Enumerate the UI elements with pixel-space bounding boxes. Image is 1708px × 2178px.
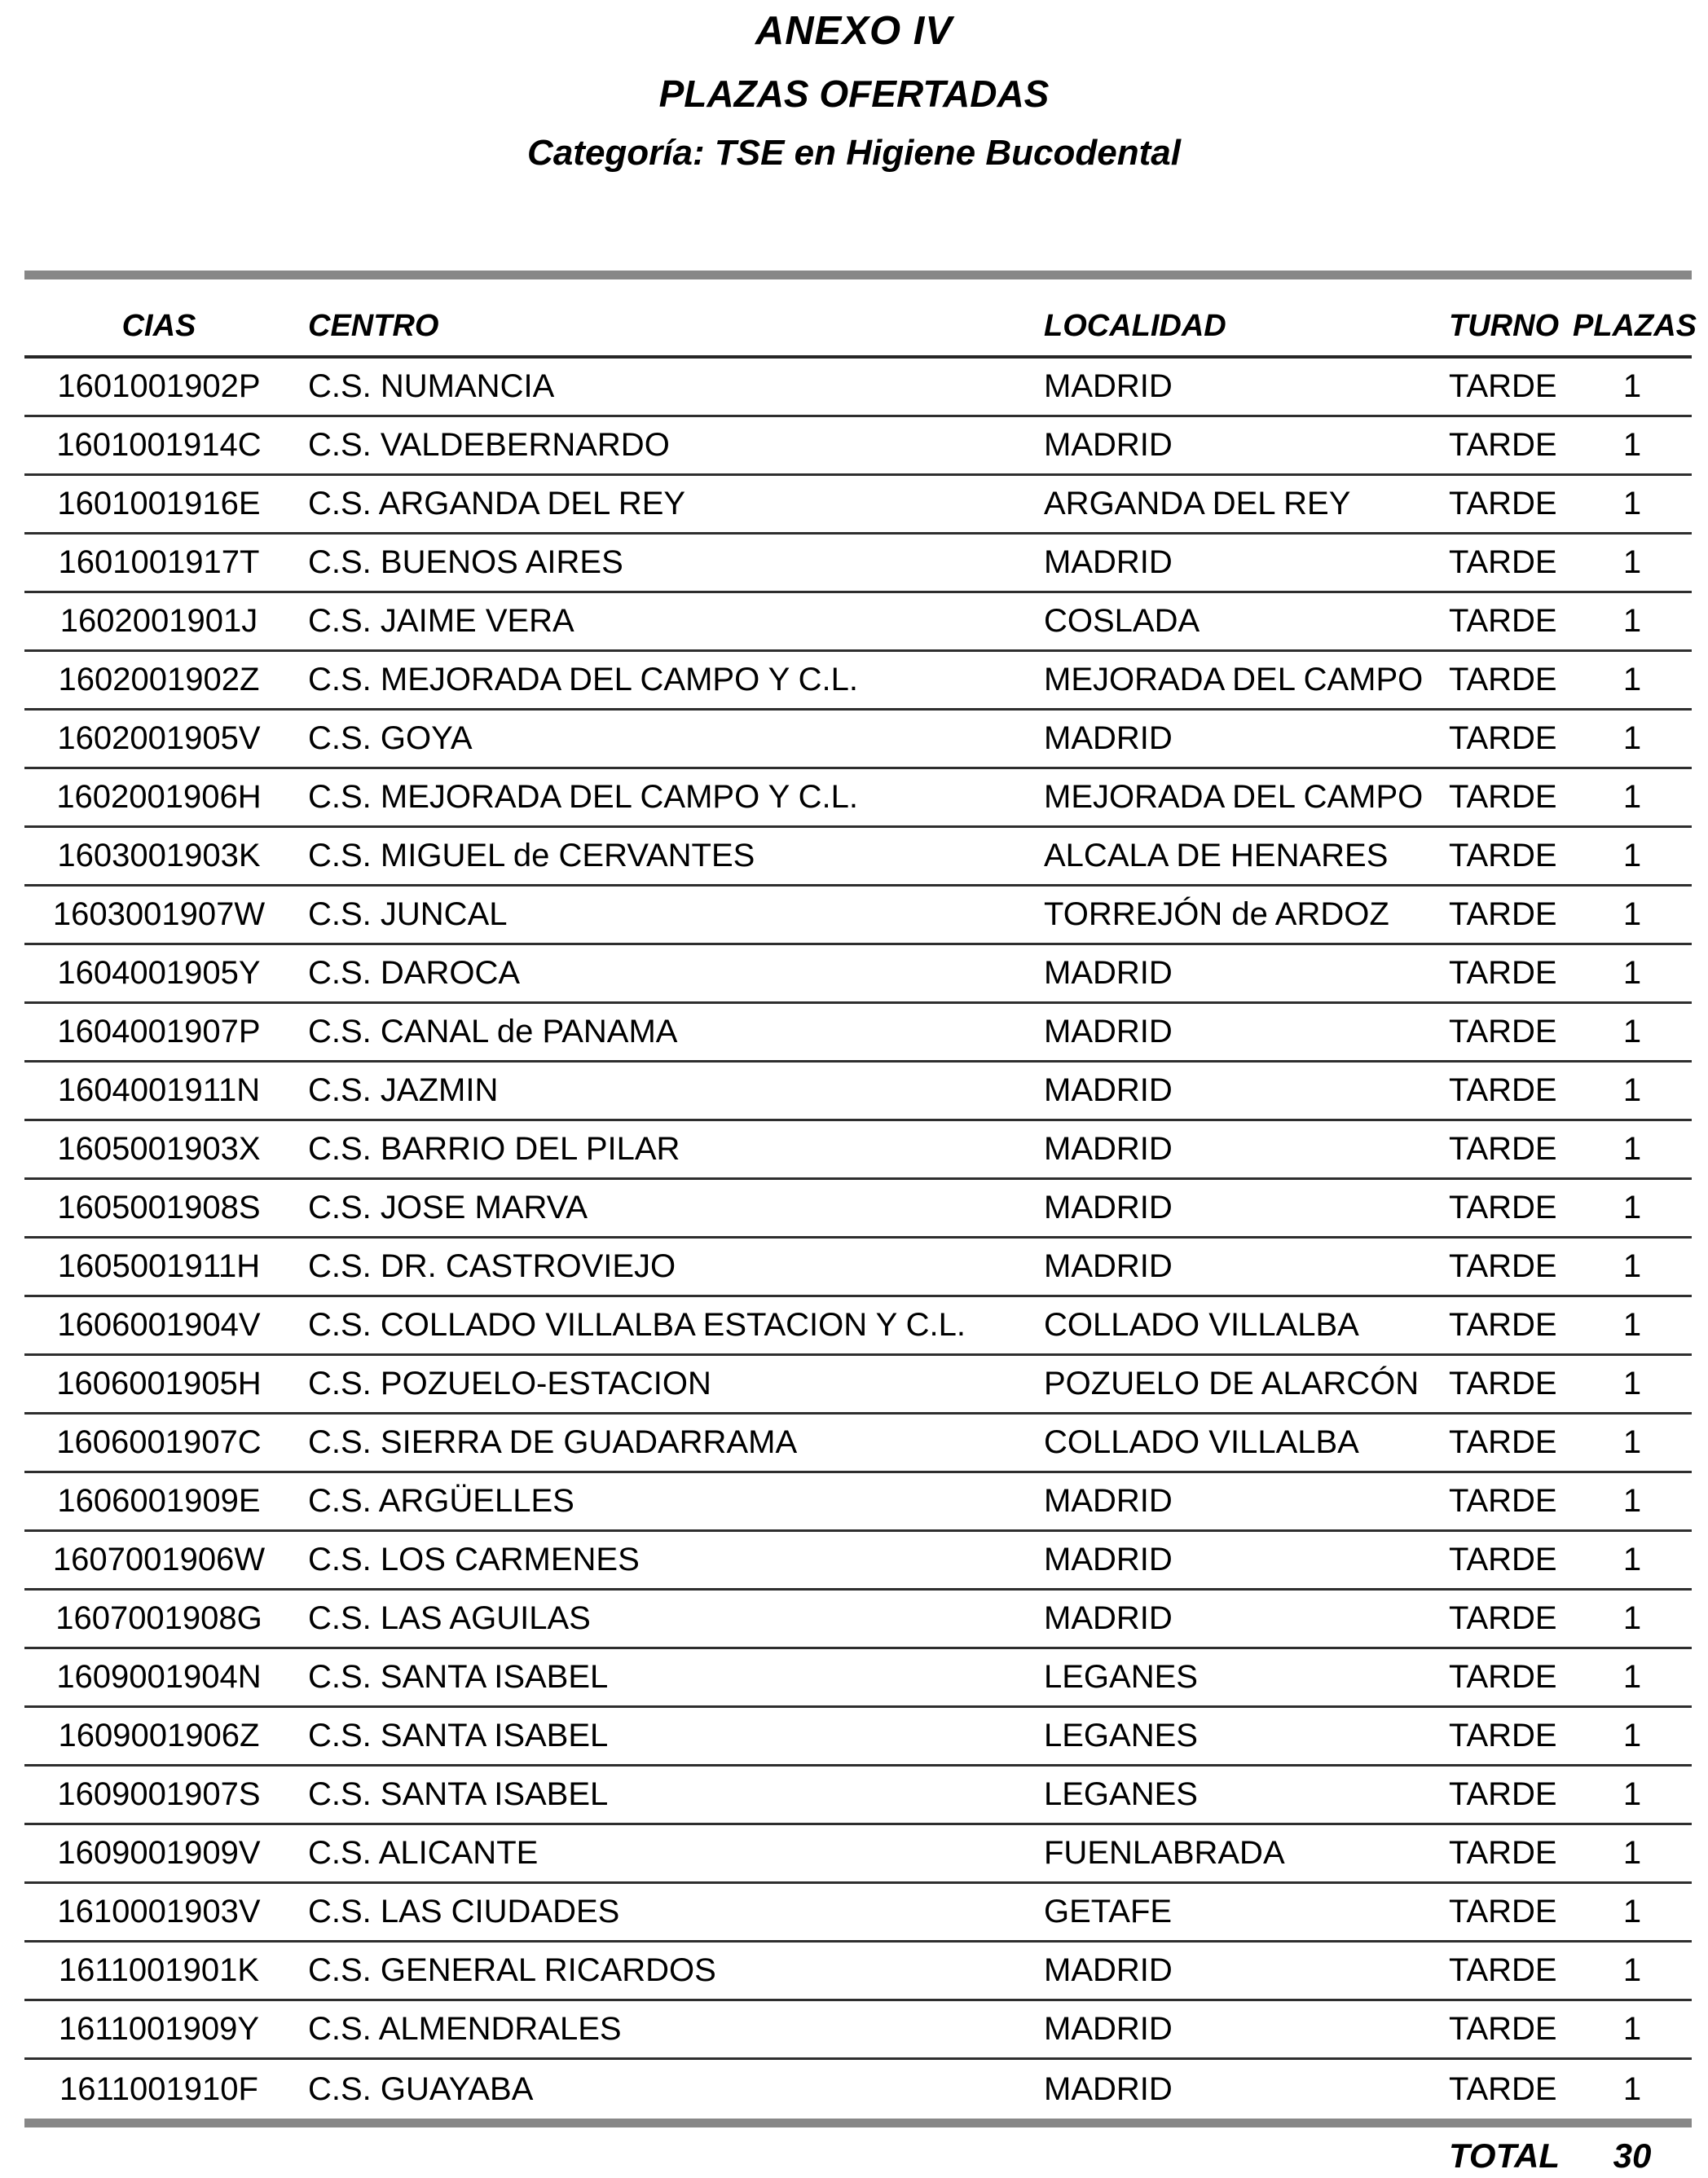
table-row [24,1415,1692,1473]
plazas-cell: 1 [1622,1072,1642,1108]
cias-cell: 1609001904N [56,1659,262,1695]
centro-cell: C.S. LAS CIUDADES [308,1894,620,1929]
localidad-cell: POZUELO DE ALARCÓN [1044,1366,1420,1401]
plazas-cell: 1 [1622,896,1642,932]
plazas-cell: 1 [1622,1600,1642,1636]
plazas-cell: 1 [1622,955,1642,991]
localidad-cell: MADRID [1044,720,1173,756]
localidad-cell: MADRID [1044,1600,1173,1636]
table-body [24,359,1692,2119]
centro-cell: C.S. JOSE MARVA [308,1190,588,1225]
centro-cell: C.S. MIGUEL de CERVANTES [308,838,755,873]
turno-cell: TARDE [1449,1835,1557,1871]
cias-cell: 1602001901J [59,603,258,639]
localidad-cell: ALCALA DE HENARES [1044,838,1389,873]
localidad-cell: MADRID [1044,427,1173,463]
localidad-cell: ARGANDA DEL REY [1044,486,1351,521]
turno-cell: TARDE [1449,1424,1557,1460]
localidad-cell: COSLADA [1044,603,1200,639]
cias-cell: 1602001905V [57,720,261,756]
turno-cell: TARDE [1449,1718,1557,1753]
localidad-cell: MADRID [1044,1190,1173,1225]
plazas-cell: 1 [1622,427,1642,463]
turno-cell: TARDE [1449,1131,1557,1167]
centro-cell: C.S. SIERRA DE GUADARRAMA [308,1424,798,1460]
turno-cell: TARDE [1449,720,1557,756]
cias-cell: 1604001907P [57,1014,261,1049]
table-row [24,2060,1692,2119]
cias-cell: 1601001917T [58,544,260,580]
header-turno: TURNO [1449,309,1560,343]
cias-cell: 1602001906H [56,779,262,815]
plazas-table [24,271,1697,2178]
localidad-cell: LEGANES [1044,1718,1198,1753]
cias-cell: 1601001916E [57,486,261,521]
cias-cell: 1603001903K [57,838,261,873]
turno-cell: TARDE [1449,2070,1557,2107]
table-row [24,1825,1692,1884]
plazas-cell: 1 [1622,1424,1642,1460]
centro-cell: C.S. JAIME VERA [308,603,574,639]
centro-cell: C.S. MEJORADA DEL CAMPO Y C.L. [308,662,858,697]
localidad-cell: MADRID [1044,2070,1173,2107]
centro-cell: C.S. DR. CASTROVIEJO [308,1248,676,1284]
cias-cell: 1601001902P [57,368,261,404]
localidad-cell: MADRID [1044,1014,1173,1049]
turno-cell: TARDE [1449,2011,1557,2047]
centro-cell: C.S. GENERAL RICARDOS [308,1952,716,1988]
localidad-cell: MADRID [1044,955,1173,991]
table-row [24,1063,1692,1121]
plazas-cell: 1 [1622,1248,1642,1284]
cias-cell: 1610001903V [57,1894,261,1929]
centro-cell: C.S. BUENOS AIRES [308,544,623,580]
plazas-cell: 1 [1622,1776,1642,1812]
centro-cell: C.S. BARRIO DEL PILAR [308,1131,680,1167]
plazas-cell: 1 [1622,720,1642,756]
header-plazas: PLAZAS [1573,309,1697,343]
localidad-cell: MEJORADA DEL CAMPO [1044,662,1424,697]
table-row [24,1180,1692,1239]
localidad-cell: COLLADO VILLALBA [1044,1307,1359,1343]
category-title: Categoría: TSE en Higiene Bucodental [527,133,1181,174]
table-header-row [24,279,1697,359]
table-row [24,359,1692,417]
centro-cell: C.S. SANTA ISABEL [308,1776,609,1812]
plazas-cell: 1 [1622,1659,1642,1695]
centro-cell: C.S. SANTA ISABEL [308,1718,609,1753]
turno-cell: TARDE [1449,1894,1557,1929]
localidad-cell: MADRID [1044,1542,1173,1577]
table-row [24,1356,1692,1415]
subtitle-plazas-ofertadas: PLAZAS OFERTADAS [658,72,1050,115]
centro-cell: C.S. VALDEBERNARDO [308,427,670,463]
centro-cell: C.S. LAS AGUILAS [308,1600,591,1636]
localidad-cell: MADRID [1044,544,1173,580]
table-row [24,769,1692,828]
plazas-cell: 1 [1622,368,1642,404]
centro-cell: C.S. GOYA [308,720,473,756]
cias-cell: 1604001911N [57,1072,261,1108]
table-row [24,1708,1692,1767]
cias-cell: 1611001909Y [58,2011,260,2047]
cias-cell: 1607001908G [55,1600,262,1636]
centro-cell: C.S. CANAL de PANAMA [308,1014,678,1049]
centro-cell: C.S. POZUELO-ESTACION [308,1366,711,1401]
cias-cell: 1609001906Z [58,1718,260,1753]
turno-cell: TARDE [1449,1483,1557,1519]
localidad-cell: LEGANES [1044,1776,1198,1812]
centro-cell: C.S. ARGANDA DEL REY [308,486,686,521]
centro-cell: C.S. DAROCA [308,955,521,991]
table-row [24,2001,1692,2060]
plazas-cell: 1 [1622,603,1642,639]
turno-cell: TARDE [1449,1952,1557,1988]
cias-cell: 1611001901K [58,1952,260,1988]
table-row [24,1239,1692,1297]
cias-cell: 1609001907S [57,1776,261,1812]
total-value: 30 [1613,2136,1652,2175]
turno-cell: TARDE [1449,486,1557,521]
centro-cell: C.S. GUAYABA [308,2070,534,2107]
plazas-cell: 1 [1622,1190,1642,1225]
plazas-cell: 1 [1622,1307,1642,1343]
cias-cell: 1611001910F [59,2070,258,2107]
table-row [24,1884,1692,1943]
plazas-cell: 1 [1622,2070,1642,2107]
plazas-cell: 1 [1622,1952,1642,1988]
turno-cell: TARDE [1449,896,1557,932]
plazas-cell: 1 [1622,1366,1642,1401]
cias-cell: 1607001906W [52,1542,266,1577]
centro-cell: C.S. NUMANCIA [308,368,555,404]
table-top-bar [24,271,1692,279]
localidad-cell: MADRID [1044,1072,1173,1108]
plazas-cell: 1 [1622,486,1642,521]
table-row [24,652,1692,711]
header-cias: CIAS [121,309,196,343]
centro-cell: C.S. ALMENDRALES [308,2011,622,2047]
plazas-cell: 1 [1622,1483,1642,1519]
localidad-cell: MADRID [1044,1131,1173,1167]
localidad-cell: MADRID [1044,1248,1173,1284]
localidad-cell: GETAFE [1044,1894,1173,1929]
turno-cell: TARDE [1449,1307,1557,1343]
turno-cell: TARDE [1449,1542,1557,1577]
turno-cell: TARDE [1449,779,1557,815]
turno-cell: TARDE [1449,1190,1557,1225]
localidad-cell: COLLADO VILLALBA [1044,1424,1359,1460]
localidad-cell: TORREJÓN de ARDOZ [1044,896,1389,932]
cias-cell: 1602001902Z [58,662,260,697]
plazas-cell: 1 [1622,662,1642,697]
table-row [24,945,1692,1004]
turno-cell: TARDE [1449,1600,1557,1636]
cias-cell: 1605001903X [57,1131,261,1167]
table-row [24,417,1692,476]
annex-title: ANEXO IV [755,9,953,53]
turno-cell: TARDE [1449,1014,1557,1049]
centro-cell: C.S. JUNCAL [308,896,508,932]
plazas-cell: 1 [1622,544,1642,580]
centro-cell: C.S. ARGÜELLES [308,1483,574,1519]
turno-cell: TARDE [1449,1776,1557,1812]
turno-cell: TARDE [1449,838,1557,873]
header-centro: CENTRO [308,309,439,343]
turno-cell: TARDE [1449,1659,1557,1695]
title-block [0,0,1708,174]
localidad-cell: LEGANES [1044,1659,1198,1695]
turno-cell: TARDE [1449,1366,1557,1401]
table-row [24,535,1692,593]
centro-cell: C.S. MEJORADA DEL CAMPO Y C.L. [308,779,858,815]
plazas-cell: 1 [1622,1131,1642,1167]
cias-cell: 1604001905Y [57,955,261,991]
plazas-cell: 1 [1622,1542,1642,1577]
localidad-cell: MEJORADA DEL CAMPO [1044,779,1424,815]
centro-cell: C.S. ALICANTE [308,1835,539,1871]
plazas-cell: 1 [1622,1718,1642,1753]
plazas-cell: 1 [1622,1894,1642,1929]
header-localidad: LOCALIDAD [1044,309,1226,343]
table-row [24,1121,1692,1180]
localidad-cell: MADRID [1044,2011,1173,2047]
table-row [24,1532,1692,1591]
table-row [24,828,1692,887]
turno-cell: TARDE [1449,368,1557,404]
plazas-cell: 1 [1622,779,1642,815]
table-row [24,1473,1692,1532]
cias-cell: 1605001908S [57,1190,261,1225]
plazas-cell: 1 [1622,838,1642,873]
centro-cell: C.S. JAZMIN [308,1072,499,1108]
localidad-cell: MADRID [1044,1483,1173,1519]
turno-cell: TARDE [1449,955,1557,991]
table-bottom-bar [24,2119,1692,2127]
cias-cell: 1606001909E [57,1483,261,1519]
plazas-cell: 1 [1622,1835,1642,1871]
table-row [24,1943,1692,2001]
cias-cell: 1605001911H [57,1248,261,1284]
turno-cell: TARDE [1449,1248,1557,1284]
table-row [24,1767,1692,1825]
plazas-cell: 1 [1622,1014,1642,1049]
localidad-cell: MADRID [1044,1952,1173,1988]
turno-cell: TARDE [1449,1072,1557,1108]
table-row [24,593,1692,652]
table-row [24,1649,1692,1708]
turno-cell: TARDE [1449,427,1557,463]
cias-cell: 1603001907W [52,896,266,932]
total-label: TOTAL [1449,2136,1561,2175]
centro-cell: C.S. COLLADO VILLALBA ESTACION Y C.L. [308,1307,966,1343]
cias-cell: 1606001905H [56,1366,262,1401]
cias-cell: 1609001909V [57,1835,261,1871]
table-row [24,1591,1692,1649]
table-row [24,887,1692,945]
cias-cell: 1606001907C [56,1424,262,1460]
centro-cell: C.S. LOS CARMENES [308,1542,640,1577]
cias-cell: 1606001904V [57,1307,261,1343]
turno-cell: TARDE [1449,662,1557,697]
table-row [24,1297,1692,1356]
table-row [24,476,1692,535]
cias-cell: 1601001914C [56,427,262,463]
table-row [24,711,1692,769]
localidad-cell: FUENLABRADA [1044,1835,1285,1871]
table-row [24,1004,1692,1063]
turno-cell: TARDE [1449,603,1557,639]
total-row [24,2134,1692,2178]
centro-cell: C.S. SANTA ISABEL [308,1659,609,1695]
plazas-cell: 1 [1622,2011,1642,2047]
turno-cell: TARDE [1449,544,1557,580]
localidad-cell: MADRID [1044,368,1173,404]
